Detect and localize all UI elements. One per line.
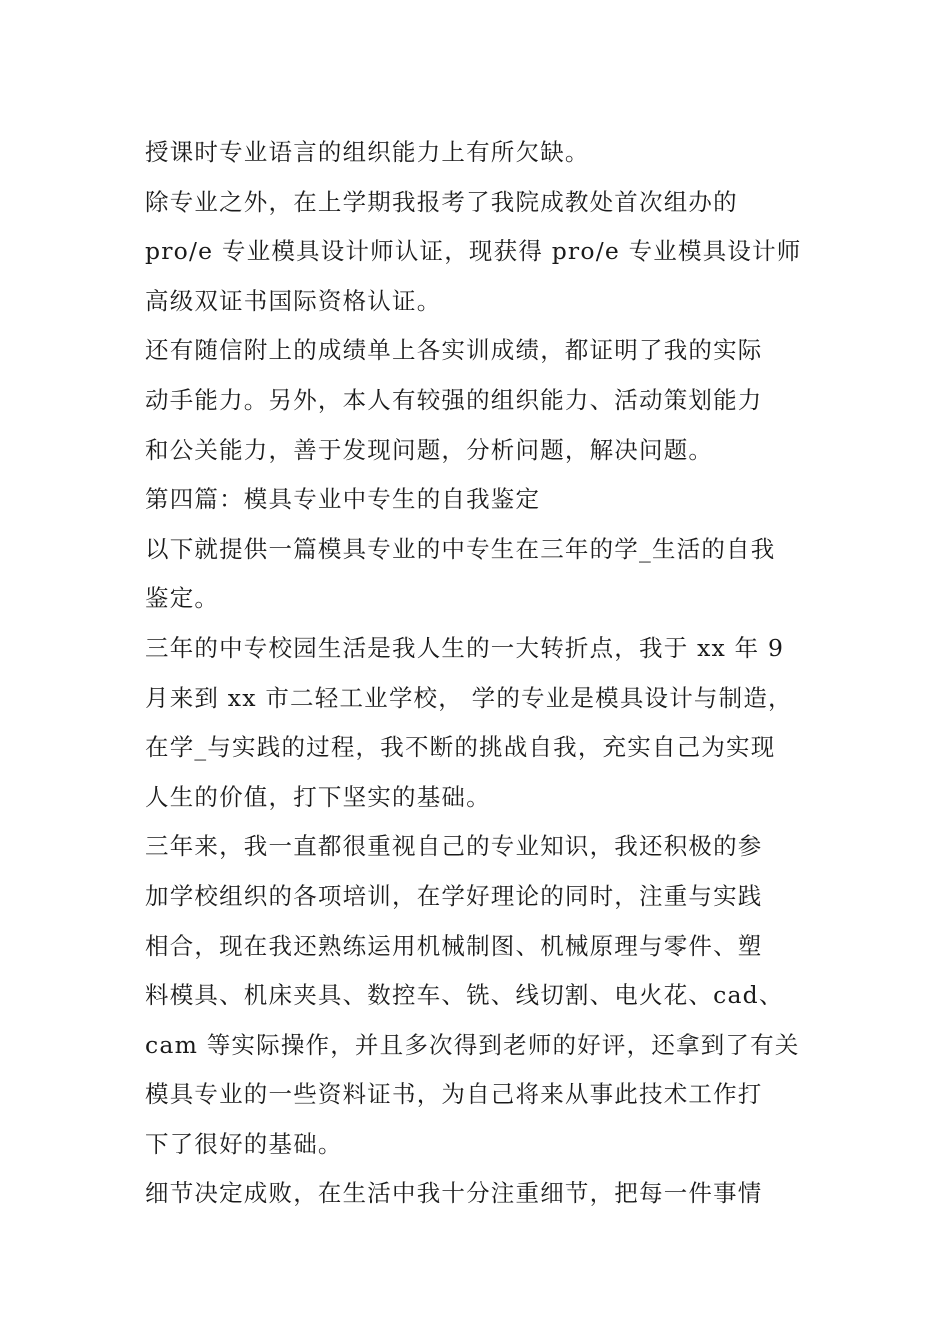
text-line: 相合，现在我还熟练运用机械制图、机械原理与零件、塑 [145, 931, 763, 960]
text-line: 鉴定。 [145, 584, 220, 613]
text-line: pro/e 专业模具设计师认证，现获得 pro/e 专业模具设计师 [145, 237, 802, 266]
text-line: 动手能力。另外，本人有较强的组织能力、活动策划能力 [145, 385, 763, 414]
text-line: 料模具、机床夹具、数控车、铣、线切割、电火花、cad、 [145, 981, 784, 1010]
text-line: 在学_与实践的过程，我不断的挑战自我，充实自己为实现 [145, 733, 776, 762]
text-line: 下了很好的基础。 [145, 1129, 343, 1158]
text-line: 模具专业的一些资料证书，为自己将来从事此技术工作打 [145, 1080, 763, 1109]
section-heading: 第四篇：模具专业中专生的自我鉴定 [145, 485, 541, 514]
text-line: 加学校组织的各项培训，在学好理论的同时，注重与实践 [145, 881, 763, 910]
text-line: 除专业之外，在上学期我报考了我院成教处首次组办的 [145, 187, 738, 216]
text-line: 人生的价值，打下坚实的基础。 [145, 782, 491, 811]
text-line: 高级双证书国际资格认证。 [145, 286, 442, 315]
text-line: 和公关能力，善于发现问题，分析问题，解决问题。 [145, 435, 714, 464]
text-line: 还有随信附上的成绩单上各实训成绩，都证明了我的实际 [145, 336, 763, 365]
text-line: 授课时专业语言的组织能力上有所欠缺。 [145, 138, 590, 166]
text-line: 细节决定成败，在生活中我十分注重细节，把每一件事情 [145, 1179, 763, 1208]
text-line: 三年的中专校园生活是我人生的一大转折点，我于 xx 年 9 [145, 633, 785, 662]
document-body [145, 128, 810, 1219]
text-line: cam 等实际操作，并且多次得到老师的好评，还拿到了有关 [145, 1030, 800, 1059]
text-line: 三年来，我一直都很重视自己的专业知识，我还积极的参 [145, 832, 763, 861]
text-line: 以下就提供一篇模具专业的中专生在三年的学_生活的自我 [145, 534, 776, 563]
text-line: 月来到 xx 市二轻工业学校， 学的专业是模具设计与制造， [145, 683, 793, 712]
